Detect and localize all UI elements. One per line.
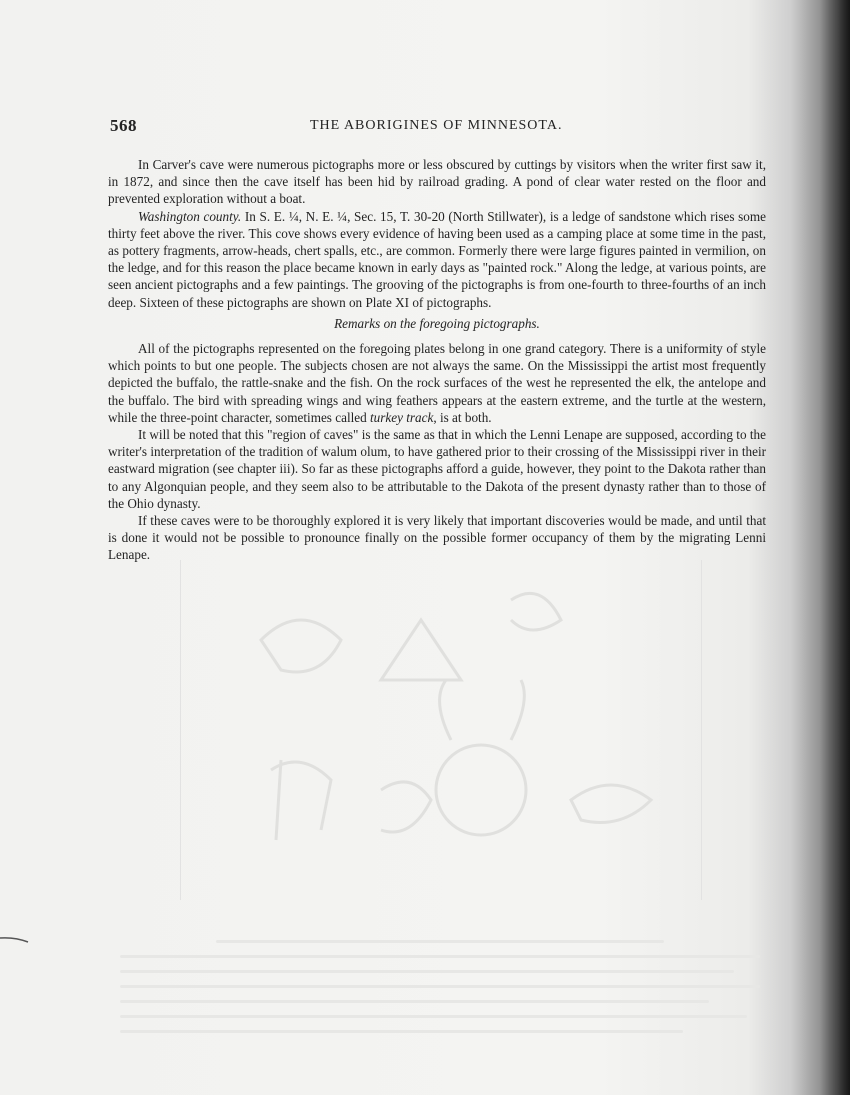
turkey-track-term: turkey track bbox=[370, 409, 434, 425]
page-number: 568 bbox=[110, 116, 137, 135]
paragraph-pictograph-category bbox=[108, 340, 766, 426]
show-through-pictograph-illustration bbox=[181, 560, 701, 900]
binding-shadow bbox=[820, 0, 850, 1095]
washington-county-lead: Washington county. bbox=[138, 208, 242, 224]
paragraph-carvers-cave: In Carver's cave were numerous pictographs more or less obscured by cuttings by visitors when the writer first saw it, in 1872, and since then the cave itself has been hid by railroad grading. A pond of clear water rested on the floor and prevented exploration without a boat. bbox=[108, 157, 766, 207]
category-text-b: , is at both. bbox=[433, 409, 492, 425]
body-text bbox=[108, 156, 766, 564]
paragraph-caves-exploration: If these caves were to be thoroughly explored it is very likely that important discoveries would be made, and until that is done it would not be possible to pronounce finally on the possible former occupancy of them by the migrating Lenni Lenape. bbox=[108, 513, 766, 563]
running-title: THE ABORIGINES OF MINNESOTA. bbox=[310, 118, 563, 133]
washington-county-text: In S. E. ¼, N. E. ¼, Sec. 15, T. 30-20 (North Stillwater), is a ledge of sandstone which rises some thirty feet above the river. This cove shows every evidence of having been used as a camping place at some time in the past, as pottery fragments, arrow-heads, chert spalls, etc., are common. Formerly there were large figures painted in vermilion, on the ledge, and for this reason the place became known in early days as "painted rock." Along the ledge, at various points, are seen ancient pictographs and a few paintings. The grooving of the pictographs is from one-fourth to three-fourths of an inch deep. Sixteen of these pictographs are shown on Plate XI of pictographs. bbox=[108, 208, 766, 310]
page-header bbox=[110, 116, 766, 138]
paragraph-washington-county bbox=[108, 208, 766, 311]
show-through-plate bbox=[180, 560, 702, 900]
section-heading: Remarks on the foregoing pictographs. bbox=[334, 315, 540, 331]
paragraph-region-of-caves: It will be noted that this "region of caves" is the same as that in which the Lenni Lenape are supposed, according to the writer's interpretation of the tradition of walum olum, to have gathered prior to their crossing of the Mississippi river in their eastward migration (see chapter iii). So far as these pictographs afford a guide, however, they point to the Dakota rather than to any Algonquian people, and they seem also to be attributable to the Dakota of the present dynasty rather than to those of the Ohio dynasty. bbox=[108, 427, 766, 511]
category-text-a: All of the pictographs represented on the foregoing plates belong in one grand category. There is a uniformity of style which points to but one people. The subjects chosen are not always the same. On the Mississippi the artist most frequently depicted the buffalo, the rattle-snake and the fish. On the rock surfaces of the west he represented the elk, the antelope and the buffalo. The bird with spreading wings and wing feathers appears at the eastern extreme, and the turtle at the western, while the three-point character, sometimes called bbox=[108, 341, 766, 425]
show-through-text bbox=[120, 940, 760, 1060]
page-edge-mark bbox=[0, 936, 30, 944]
